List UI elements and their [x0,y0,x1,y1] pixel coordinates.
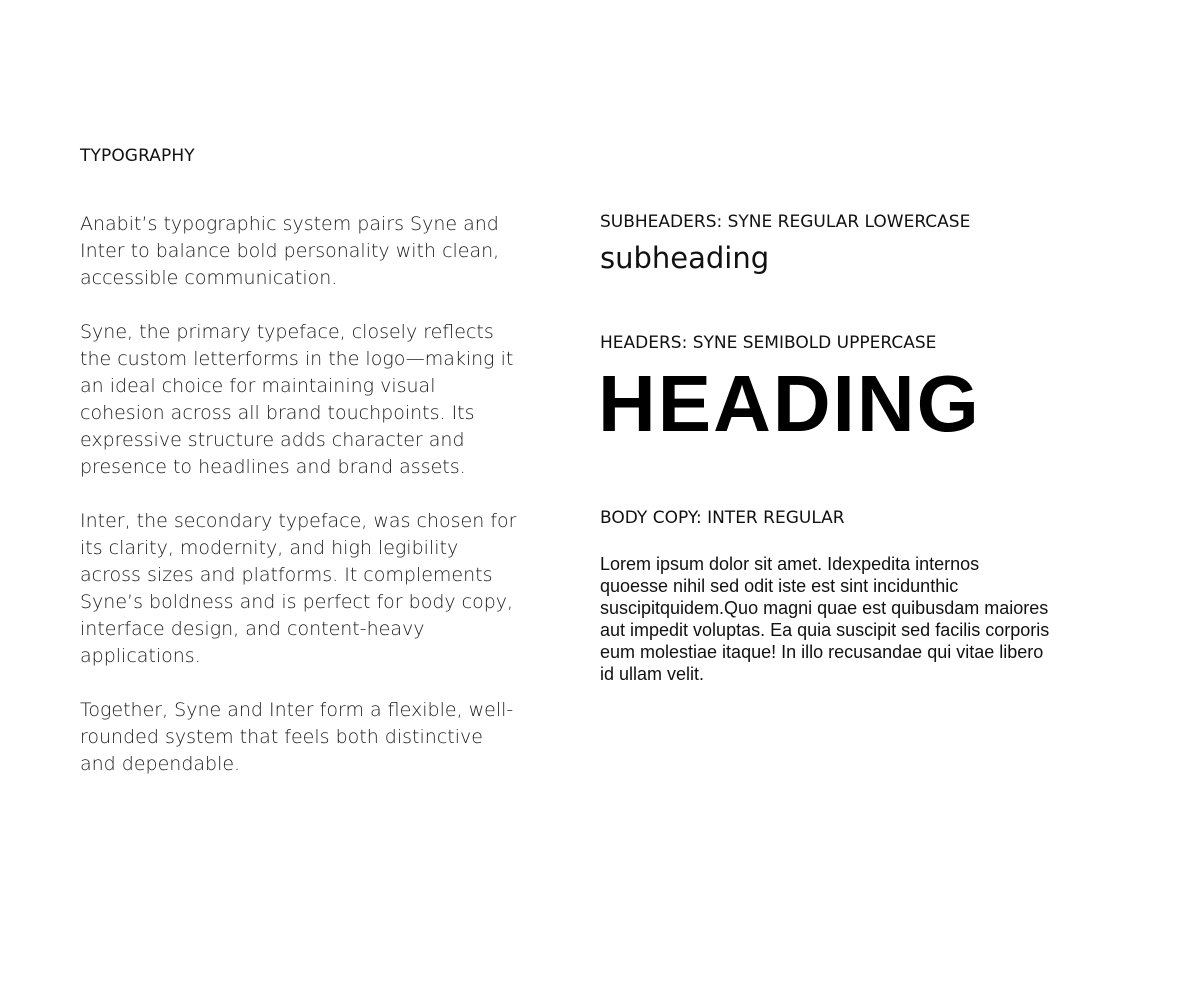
heading-sample: HEADING [598,359,981,448]
typography-description [80,211,520,805]
body-copy-spec-label: BODY COPY: INTER REGULAR [600,508,845,528]
intro-paragraph-4: Together, Syne and Inter form a flexible, well-rounded system that feels both distinctive and dependable. [80,699,514,775]
body-copy-sample: Lorem ipsum dolor sit amet. Idexpedita internos quoesse nihil sed odit iste est sint incidunthic suscipitquidem.Quo magni quae est quibusdam maiores aut impedit voluptas. Ea quia suscipit sed facilis corporis eum molestiae itaque! In illo recusandae qui vitae libero id ullam velit. [600,554,1050,684]
intro-paragraph-3: Inter, the secondary typeface, was chosen for its clarity, modernity, and high legibility across sizes and platforms. It complements Syne’s boldness and is perfect for body copy, interface design, and content-heavy applications. [80,510,517,667]
subheading-sample: subheading [600,241,770,275]
section-title: TYPOGRAPHY [80,146,195,166]
intro-paragraph-1: Anabit’s typographic system pairs Syne and Inter to balance bold personality with clean, accessible communication. [80,213,500,289]
headers-spec-label: HEADERS: SYNE SEMIBOLD UPPERCASE [600,333,937,353]
intro-paragraph-2: Syne, the primary typeface, closely reflects the custom letterforms in the logo—making it an ideal choice for maintaining visual cohesion across all brand touchpoints. Its expressive structure adds character and presence to headlines and brand assets. [80,321,514,478]
subheaders-spec-label: SUBHEADERS: SYNE REGULAR LOWERCASE [600,212,971,232]
